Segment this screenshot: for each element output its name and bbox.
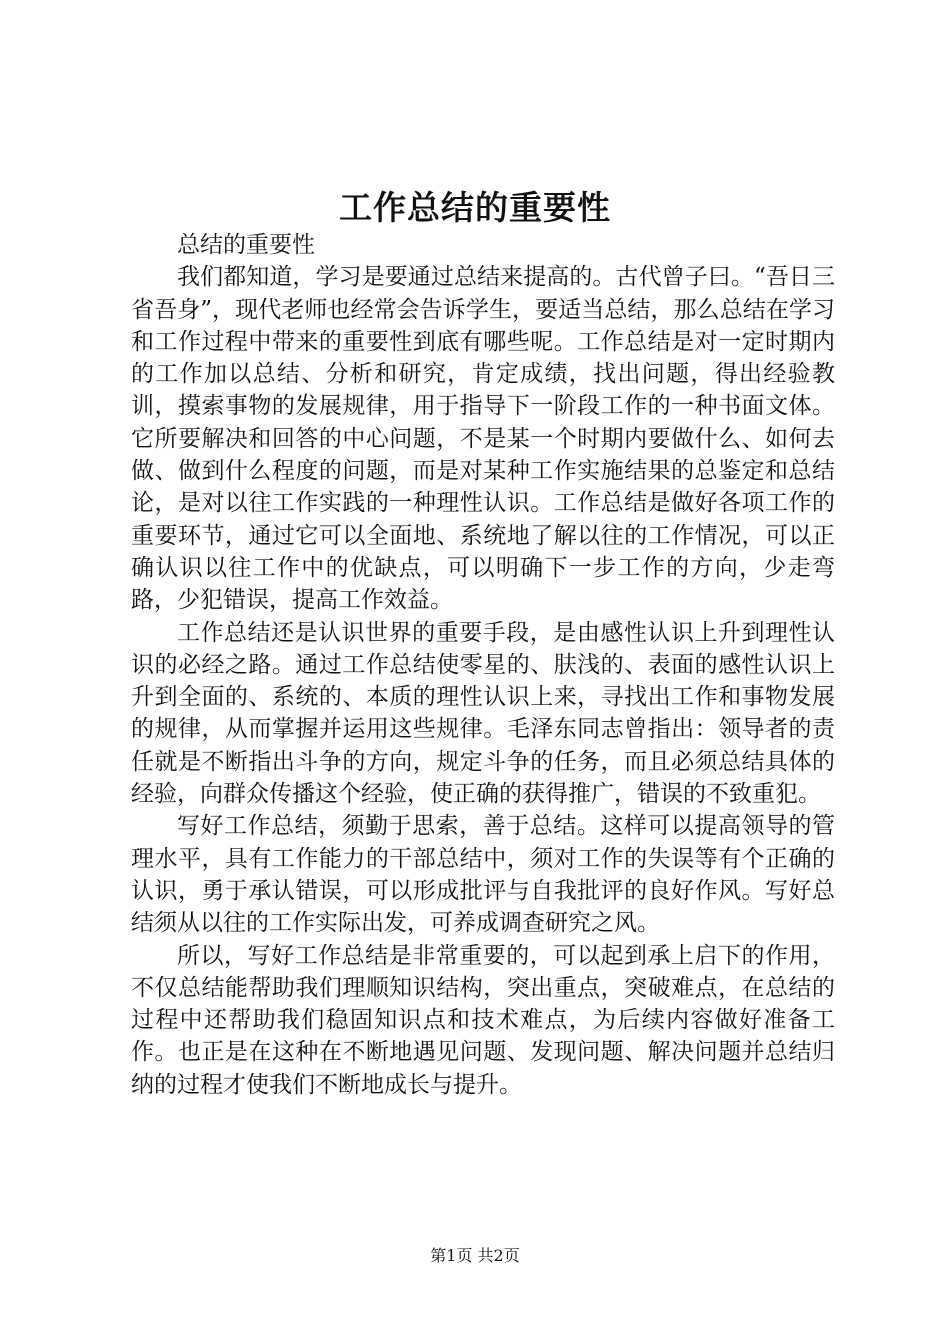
paragraph-4: 所以，写好工作总结是非常重要的，可以起到承上启下的作用，不仅总结能帮助我们理顺知识结构，突出重点，突破难点，在总结的过程中还帮助我们稳固知识点和技术难点，为后续内容做好准备工作。也正是在这种在不断地遇见问题、发现问题、解决问题并总结归纳的过程才使我们不断地成长与提升。 (131, 942, 835, 1098)
paragraph-1: 我们都知道，学习是要通过总结来提高的。古代曾子曰。“吾日三省吾身”，现代老师也经常会告诉学生，要适当总结，那么总结在学习和工作过程中带来的重要性到底有哪些呢。工作总结是对一定时期内的工作加以总结、分析和研究，肯定成绩，找出问题，得出经验教训，摸索事物的发展规律，用于指导下一阶段工作的一种书面文体。它所要解决和回答的中心问题，不是某一个时期内要做什么、如何去做、做到什么程度的问题，而是对某种工作实施结果的总鉴定和总结论，是对以往工作实践的一种理性认识。工作总结是做好各项工作的重要环节，通过它可以全面地、系统地了解以往的工作情况，可以正确认识以往工作中的优缺点，可以明确下一步工作的方向，少走弯路，少犯错误，提高工作效益。 (131, 264, 835, 614)
document-title: 工作总结的重要性 (339, 188, 611, 227)
document-body (131, 229, 835, 1101)
paragraph-2: 工作总结还是认识世界的重要手段，是由感性认识上升到理性认识的必经之路。通过工作总结使零星的、肤浅的、表面的感性认识上升到全面的、系统的、本质的理性认识上来，寻找出工作和事物发展的规律，从而掌握并运用这些规律。毛泽东同志曾指出：领导者的责任就是不断指出斗争的方向，规定斗争的任务，而且必须总结具体的经验，向群众传播这个经验，使正确的获得推广，错误的不致重犯。 (131, 619, 835, 808)
paragraph-3: 写好工作总结，须勤于思索，善于总结。这样可以提高领导的管理水平，具有工作能力的干部总结中，须对工作的失误等有个正确的认识，勇于承认错误，可以形成批评与自我批评的良好作风。写好总结须从以往的工作实际出发，可养成调查研究之风。 (131, 813, 835, 937)
paragraph-subtitle: 总结的重要性 (177, 232, 315, 258)
page-footer: 第1页 共2页 (430, 1246, 520, 1265)
